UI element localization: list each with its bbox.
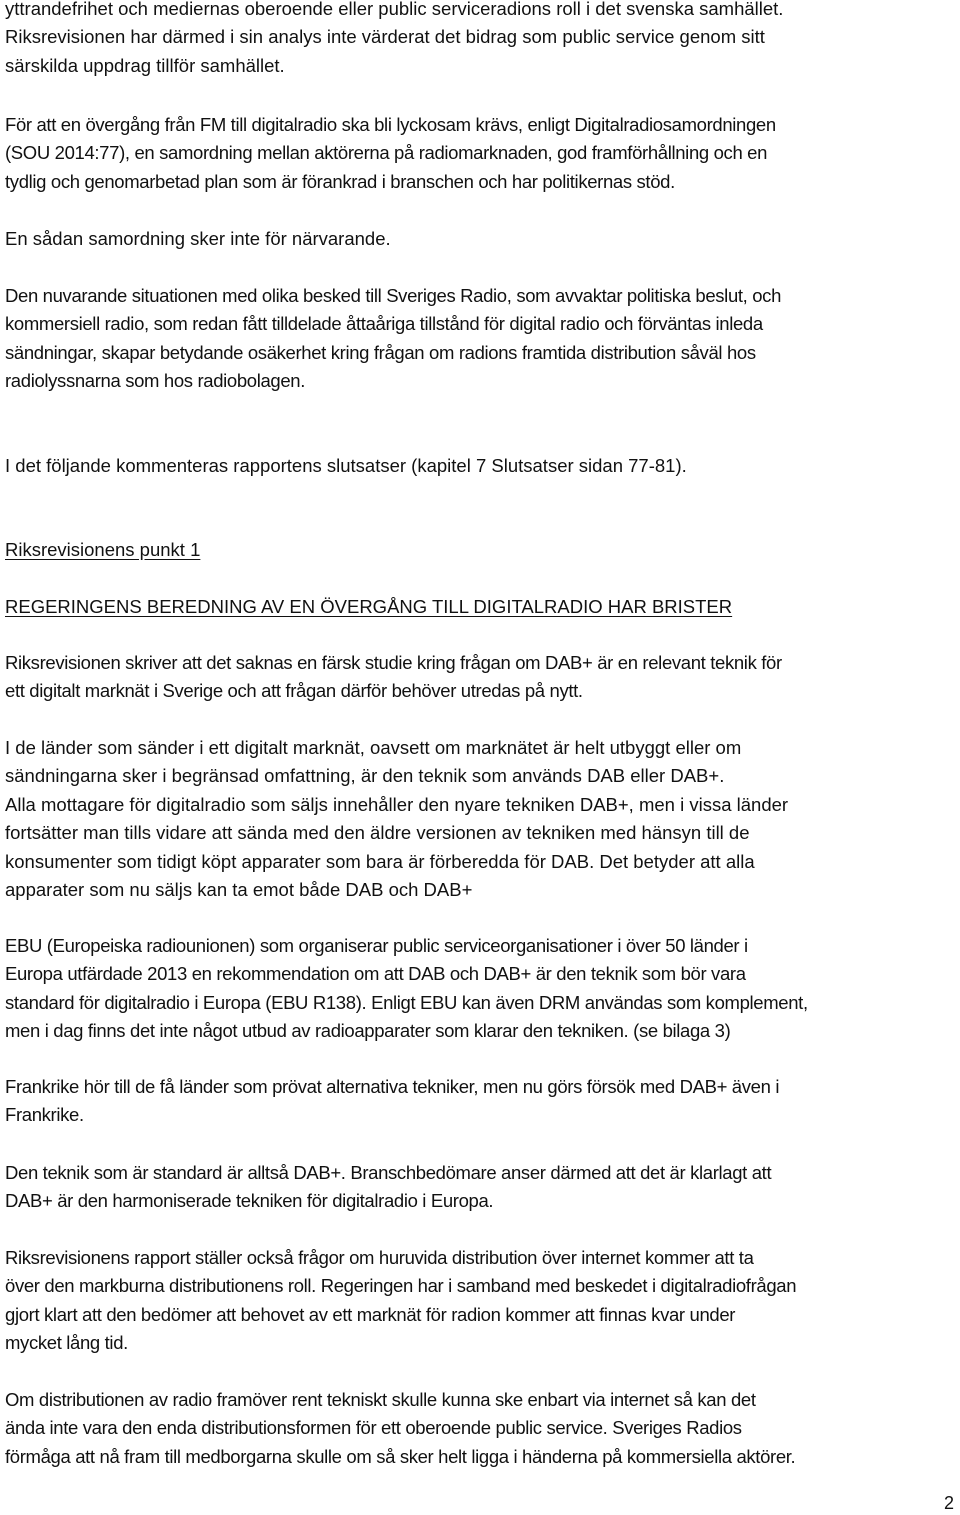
standard-paragraph — [5, 1159, 960, 1216]
text-line: apparater som nu säljs kan ta emot både DAB och DAB+ — [5, 879, 473, 901]
situation-paragraph — [5, 282, 960, 396]
text-line: Riksrevisionen skriver att det saknas en färsk studie kring frågan om DAB+ är en relevant teknik för — [5, 652, 782, 673]
text-line: mycket lång tid. — [5, 1332, 128, 1354]
intro-paragraph — [5, 0, 960, 80]
text-line: DAB+ är den harmoniserade tekniken för digitalradio i Europa. — [5, 1190, 494, 1212]
text-line: För att en övergång från FM till digitalradio ska bli lyckosam krävs, enligt Digitalradiosamordningen — [5, 114, 776, 135]
text-line: Alla mottagare för digitalradio som säljs innehåller den nyare tekniken DAB+, men i vissa länder — [5, 793, 789, 815]
text-line: särskilda uppdrag tillför samhället. — [5, 54, 285, 76]
text-line: sändningarna sker i begränsad omfattning, är den teknik som används DAB eller DAB+. — [5, 765, 725, 787]
text-line: Den teknik som är standard är alltså DAB+. Branschbedömare anser därmed att det är klarlagt att — [5, 1162, 772, 1183]
section-label-text: Riksrevisionens punkt 1 — [5, 539, 201, 560]
ebu-paragraph — [5, 932, 960, 1046]
text-line: Om distributionen av radio framöver rent tekniskt skulle kunna ske enbart via internet så kan det — [5, 1389, 756, 1410]
text-line: konsumenter som tidigt köpt apparater som bara är förberedda för DAB. Det betyder att alla — [5, 850, 755, 872]
text-line: yttrandefrihet och mediernas oberoende eller public serviceradions roll i det svenska samhället. — [5, 0, 784, 19]
text-line: I det följande kommenteras rapportens slutsatser (kapitel 7 Slutsatser sidan 77-81). — [5, 455, 687, 476]
text-line: Riksrevisionen har därmed i sin analys inte värderat det bidrag som public service genom sitt — [5, 26, 765, 48]
text-line: radiolyssnarna som hos radiobolagen. — [5, 370, 306, 392]
text-line: tydlig och genomarbetad plan som är förankrad i branschen och har politikernas stöd. — [5, 170, 675, 192]
following-paragraph — [5, 452, 960, 480]
section-heading — [5, 593, 960, 621]
france-paragraph — [5, 1073, 960, 1130]
text-line: En sådan samordning sker inte för närvarande. — [5, 228, 391, 249]
text-line: Frankrike. — [5, 1104, 84, 1126]
section-heading-text: REGERINGENS BEREDNING AV EN ÖVERGÅNG TILL DIGITALRADIO HAR BRISTER — [5, 596, 733, 617]
internet-paragraph — [5, 1244, 960, 1358]
text-line: standard för digitalradio i Europa (EBU R138). Enligt EBU kan även DRM användas som komplement, — [5, 991, 808, 1013]
text-line: Riksrevisionens rapport ställer också frågor om huruvida distribution över internet kommer att ta — [5, 1247, 754, 1268]
text-line: Frankrike hör till de få länder som prövat alternativa tekniker, men nu görs försök med DAB+ även i — [5, 1076, 780, 1097]
text-line: (SOU 2014:77), en samordning mellan aktörerna på radiomarknaden, god framförhållning och en — [5, 142, 768, 164]
text-line: förmåga att nå fram till medborgarna skulle om så sker helt ligga i händerna på kommersiella aktörer. — [5, 1445, 796, 1467]
countries-paragraph — [5, 734, 960, 904]
text-line: kommersiell radio, som redan fått tilldelade åttaåriga tillstånd för digital radio och förväntas inleda — [5, 313, 763, 335]
text-line: över den markburna distributionens roll. Regeringen har i samband med beskedet i digitalradiofrågan — [5, 1275, 797, 1297]
text-line: Europa utfärdade 2013 en rekommendation om att DAB och DAB+ är den teknik som bör vara — [5, 963, 746, 985]
text-line: Den nuvarande situationen med olika besked till Sveriges Radio, som avvaktar politiska beslut, och — [5, 285, 782, 306]
text-line: sändningar, skapar betydande osäkerhet kring frågan om radions framtida distribution såväl hos — [5, 341, 756, 363]
no-coordination-paragraph — [5, 225, 960, 253]
distribution-paragraph — [5, 1386, 960, 1471]
transition-paragraph — [5, 111, 960, 196]
text-line: ett digitalt marknät i Sverige och att frågan därför behöver utredas på nytt. — [5, 680, 583, 702]
text-line: ända inte vara den enda distributionsformen för ett oberoende public service. Sveriges Radios — [5, 1417, 742, 1439]
text-line: men i dag finns det inte något utbud av radioapparater som klarar den tekniken. (se bilaga 3) — [5, 1020, 731, 1042]
text-line: I de länder som sänder i ett digitalt marknät, oavsett om marknätet är helt utbyggt eller om — [5, 737, 742, 758]
text-line: EBU (Europeiska radiounionen) som organiserar public serviceorganisationer i över 50 länder i — [5, 935, 748, 956]
section-label — [5, 536, 960, 564]
study-paragraph — [5, 649, 960, 706]
text-line: fortsätter man tills vidare att sända med den äldre versionen av tekniken med hänsyn till de — [5, 822, 750, 844]
page-number: 2 — [943, 1493, 954, 1513]
text-line: gjort klart att den bedömer att behovet av ett marknät för radion kommer att finnas kvar under — [5, 1303, 736, 1325]
